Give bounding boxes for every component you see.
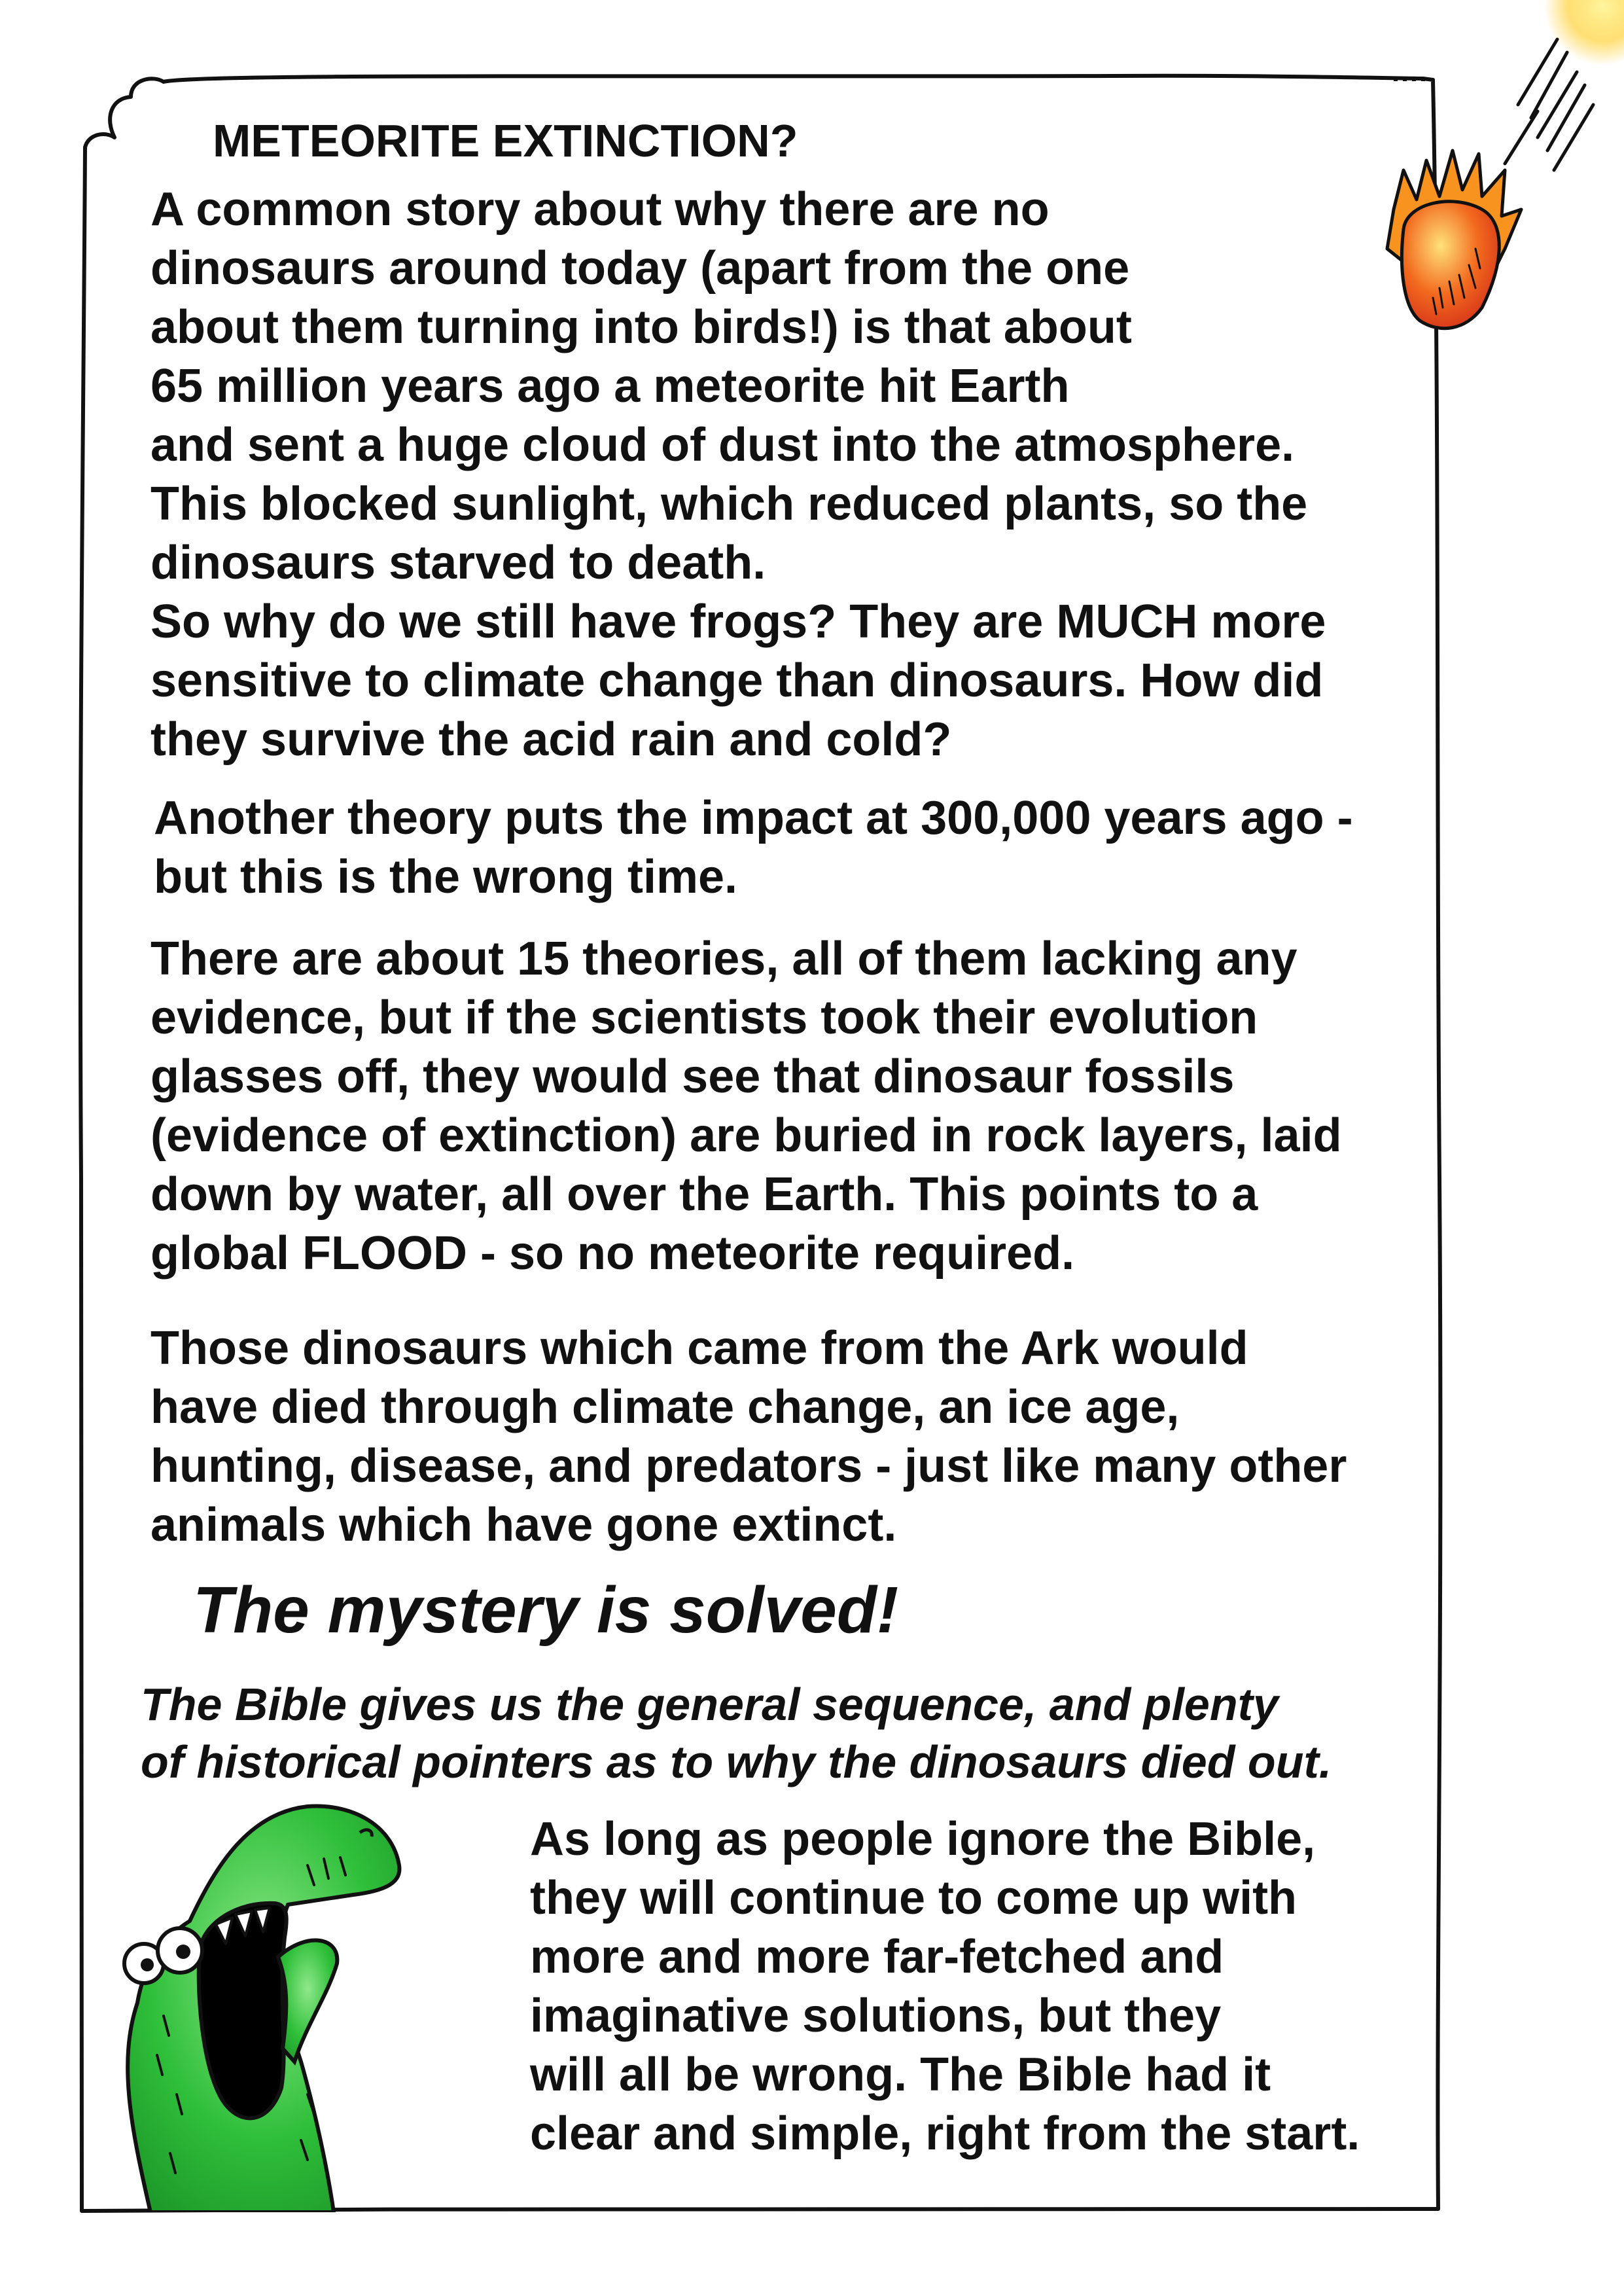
text-line: dinosaurs around today (apart from the one: [150, 242, 1130, 295]
text-line: Another theory puts the impact at 300,000 years ago -: [154, 792, 1353, 844]
text-line: clear and simple, right from the start.: [530, 2108, 1360, 2160]
text-line: dinosaurs starved to death.: [150, 537, 766, 589]
text-line: (evidence of extinction) are buried in rock layers, laid: [150, 1109, 1342, 1162]
text-line: This blocked sunlight, which reduced plants, so the: [150, 478, 1308, 530]
bible-note: [141, 1676, 1332, 1791]
text-line: animals which have gone extinct.: [150, 1499, 897, 1551]
text-line: more and more far-fetched and: [530, 1931, 1224, 1983]
text-line: they survive the acid rain and cold?: [150, 713, 952, 766]
paragraph-meteorite-story: [150, 180, 1326, 769]
page-title: METEORITE EXTINCTION?: [213, 115, 798, 166]
closing-paragraph: [530, 1810, 1360, 2163]
meteorite-illustration: [1341, 0, 1624, 367]
text-line: The Bible gives us the general sequence, and plenty: [141, 1679, 1279, 1730]
text-line: glasses off, they would see that dinosaur fossils: [150, 1050, 1235, 1103]
text-line: have died through climate change, an ice age,: [150, 1381, 1180, 1433]
text-line: As long as people ignore the Bible,: [530, 1813, 1316, 1865]
text-line: sensitive to climate change than dinosaurs. How did: [150, 655, 1324, 707]
text-line: and sent a huge cloud of dust into the atmosphere.: [150, 419, 1295, 471]
text-line: A common story about why there are no: [150, 183, 1050, 236]
paragraph-fifteen-theories: [150, 929, 1342, 1283]
text-line: will all be wrong. The Bible had it: [530, 2049, 1271, 2101]
paragraph-another-theory: [154, 789, 1353, 906]
text-line: 65 million years ago a meteorite hit Earth: [150, 360, 1070, 412]
text-line: global FLOOD - so no meteorite required.: [150, 1227, 1075, 1280]
text-line: down by water, all over the Earth. This points to a: [150, 1168, 1258, 1221]
dinosaur-illustration: [92, 1787, 458, 2212]
text-line: hunting, disease, and predators - just like many other: [150, 1440, 1347, 1492]
text-line: imaginative solutions, but they: [530, 1990, 1222, 2042]
mystery-solved-heading: The mystery is solved!: [193, 1573, 899, 1647]
text-line: of historical pointers as to why the dinosaurs died out.: [141, 1736, 1332, 1787]
text-line: about them turning into birds!) is that about: [150, 301, 1132, 353]
text-line: Those dinosaurs which came from the Ark would: [150, 1322, 1248, 1374]
text-line: but this is the wrong time.: [154, 851, 738, 903]
text-line: evidence, but if the scientists took their evolution: [150, 992, 1258, 1044]
text-line: There are about 15 theories, all of them lacking any: [150, 933, 1297, 985]
text-line: they will continue to come up with: [530, 1872, 1297, 1924]
paragraph-ark-dinosaurs: [150, 1319, 1347, 1554]
text-line: So why do we still have frogs? They are MUCH more: [150, 596, 1326, 648]
